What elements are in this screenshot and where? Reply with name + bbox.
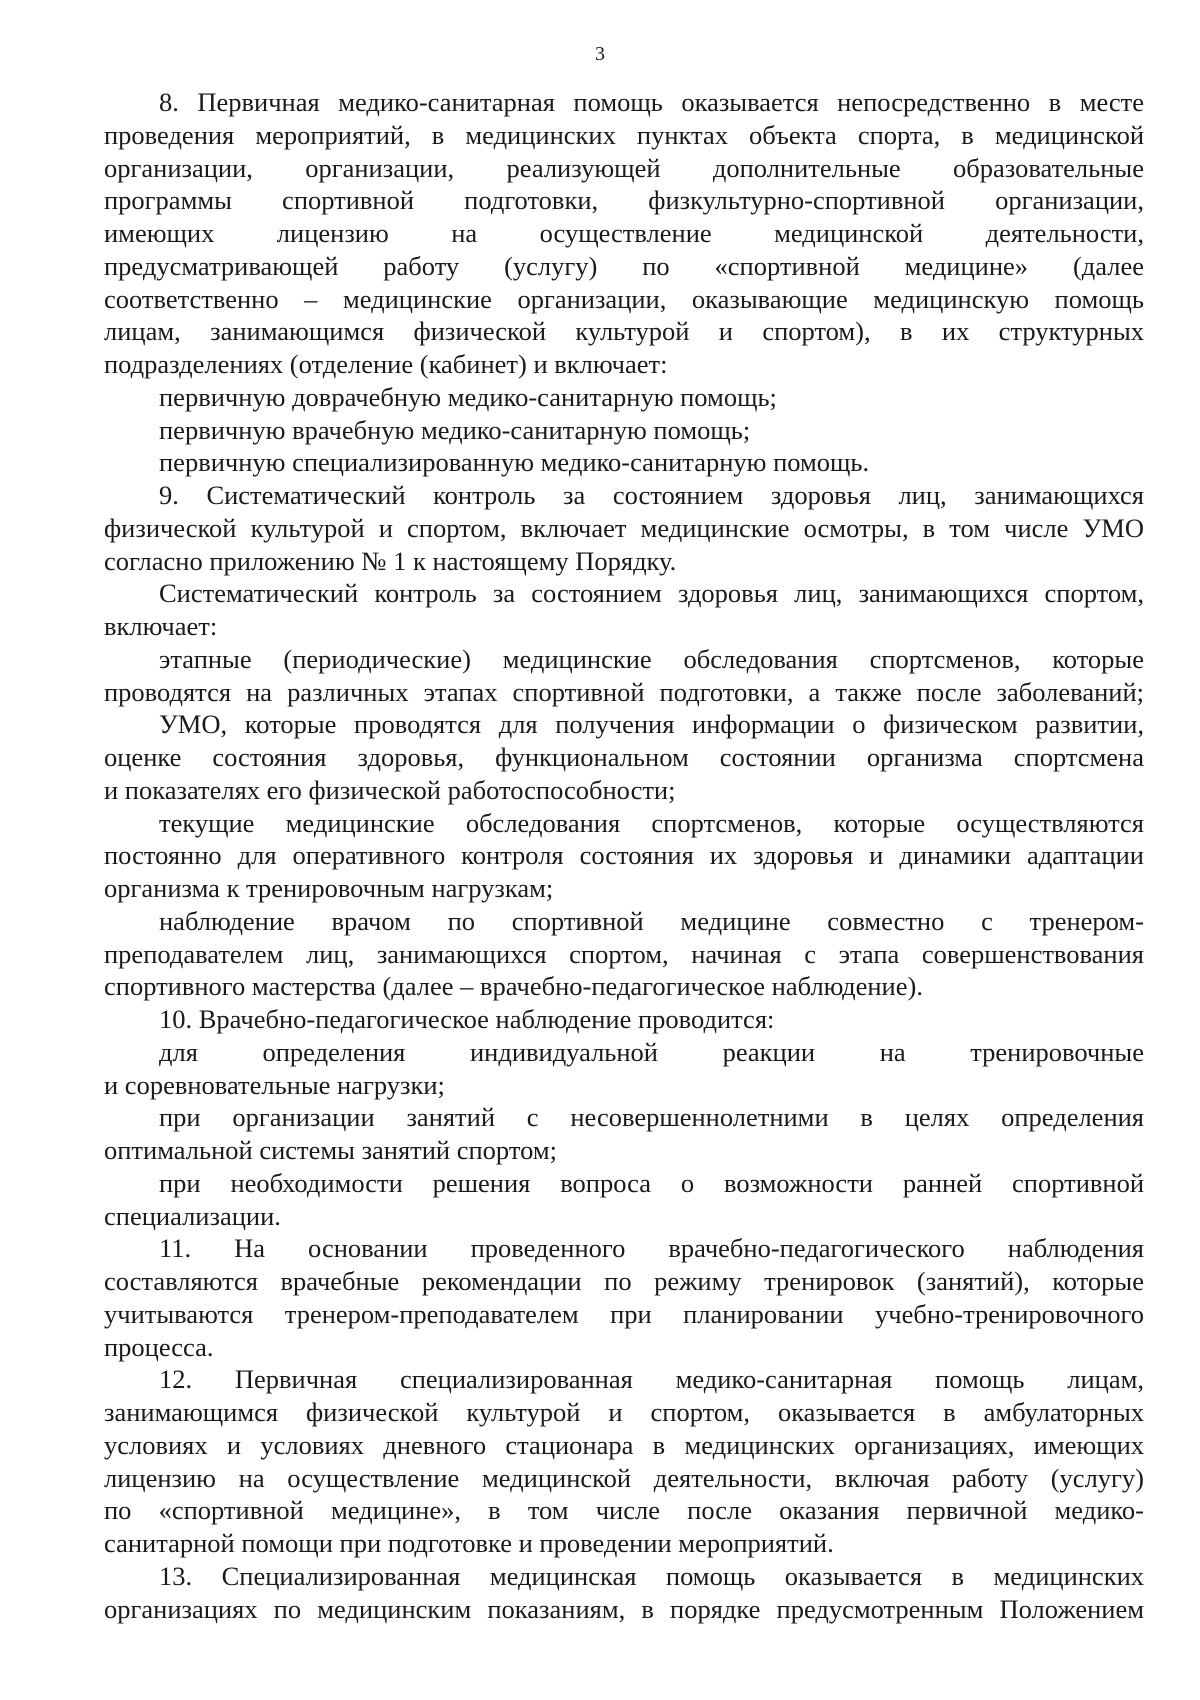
text-line: оценке состояния здоровья, функциональном состоянии организма спортсмена	[104, 742, 1144, 772]
text-line: специализации.	[104, 1200, 281, 1231]
text-line: наблюдение врачом по спортивной медицине совместно с тренером-	[159, 905, 1144, 936]
text-line: 10. Врачебно-педагогическое наблюдение проводится:	[159, 1004, 775, 1034]
text-line: УМО, которые проводятся для получения информации о физическом развитии,	[159, 709, 1144, 740]
text-line: и соревновательные нагрузки;	[104, 1069, 445, 1100]
text-line: текущие медицинские обследования спортсменов, которые осуществляются	[159, 807, 1144, 838]
text-line: Систематический контроль за состоянием здоровья лиц, занимающихся спортом,	[159, 578, 1144, 609]
page-number: 3	[595, 43, 605, 65]
text-line: при необходимости решения вопроса о возможности ранней спортивной	[159, 1167, 1144, 1198]
text-line: предусматривающей работу (услугу) по «спортивной медицине» (далее	[104, 250, 1144, 281]
text-line: процесса.	[104, 1331, 214, 1362]
text-line: и показателях его физической работоспособности;	[104, 774, 676, 805]
text-line: согласно приложению № 1 к настоящему Порядку.	[104, 545, 677, 576]
text-line: организациях по медицинским показаниям, в порядке предусмотренным Положением	[104, 1593, 1144, 1624]
text-line: 11. На основании проведенного врачебно-педагогического наблюдения	[159, 1233, 1144, 1264]
document-body-text	[104, 86, 1144, 1625]
text-line: санитарной помощи при подготовке и проведении мероприятий.	[104, 1528, 834, 1558]
text-line: при организации занятий с несовершеннолетними в целях определения	[159, 1102, 1144, 1133]
text-line: организма к тренировочным нагрузкам;	[104, 873, 554, 903]
text-line: 9. Систематический контроль за состоянием здоровья лиц, занимающихся	[159, 480, 1144, 510]
text-line: постоянно для оперативного контроля состояния их здоровья и динамики адаптации	[104, 840, 1144, 871]
text-line: этапные (периодические) медицинские обследования спортсменов, которые	[159, 643, 1144, 674]
text-line: лицензию на осуществление медицинской деятельности, включая работу (услугу)	[104, 1462, 1144, 1493]
text-line: 13. Специализированная медицинская помощь оказывается в медицинских	[159, 1560, 1144, 1591]
text-line: условиях и условиях дневного стационара в медицинских организациях, имеющих	[104, 1429, 1144, 1460]
text-line: 12. Первичная специализированная медико-санитарная помощь лицам,	[159, 1364, 1144, 1395]
text-line: подразделениях (отделение (кабинет) и включает:	[104, 349, 668, 379]
text-line: оптимальной системы занятий спортом;	[104, 1135, 557, 1165]
text-line: физической культурой и спортом, включает медицинские осмотры, в том числе УМО	[104, 512, 1144, 543]
text-line: первичную специализированную медико-санитарную помощь.	[159, 447, 870, 478]
text-line: первичную доврачебную медико-санитарную помощь;	[159, 381, 777, 412]
text-line: проведения мероприятий, в медицинских пунктах объекта спорта, в медицинской	[104, 119, 1144, 150]
text-line: 8. Первичная медико-санитарная помощь оказывается непосредственно в месте	[159, 87, 1144, 117]
text-line: составляются врачебные рекомендации по режиму тренировок (занятий), которые	[104, 1266, 1144, 1296]
text-line: соответственно – медицинские организации, оказывающие медицинскую помощь	[104, 283, 1144, 314]
text-line: включает:	[104, 611, 218, 641]
text-line: для определения индивидуальной реакции на тренировочные	[159, 1036, 1144, 1067]
text-line: лицам, занимающимся физической культурой и спортом), в их структурных	[104, 316, 1144, 347]
text-line: первичную врачебную медико-санитарную помощь;	[159, 414, 751, 445]
text-line: программы спортивной подготовки, физкультурно-спортивной организации,	[104, 185, 1144, 216]
text-line: занимающимся физической культурой и спортом, оказывается в амбулаторных	[104, 1397, 1144, 1427]
text-line: по «спортивной медицине», в том числе после оказания первичной медико-	[104, 1495, 1144, 1526]
text-line: учитываются тренером-преподавателем при планировании учебно-тренировочного	[104, 1298, 1144, 1329]
text-line: организации, организации, реализующей дополнительные образовательные	[104, 152, 1144, 183]
text-line: проводятся на различных этапах спортивной подготовки, а также после заболеваний;	[104, 676, 1144, 707]
text-line: спортивного мастерства (далее – врачебно-педагогическое наблюдение).	[104, 971, 923, 1002]
text-line: преподавателем лиц, занимающихся спортом, начиная с этапа совершенствования	[104, 938, 1144, 969]
text-line: имеющих лицензию на осуществление медицинской деятельности,	[104, 218, 1144, 248]
